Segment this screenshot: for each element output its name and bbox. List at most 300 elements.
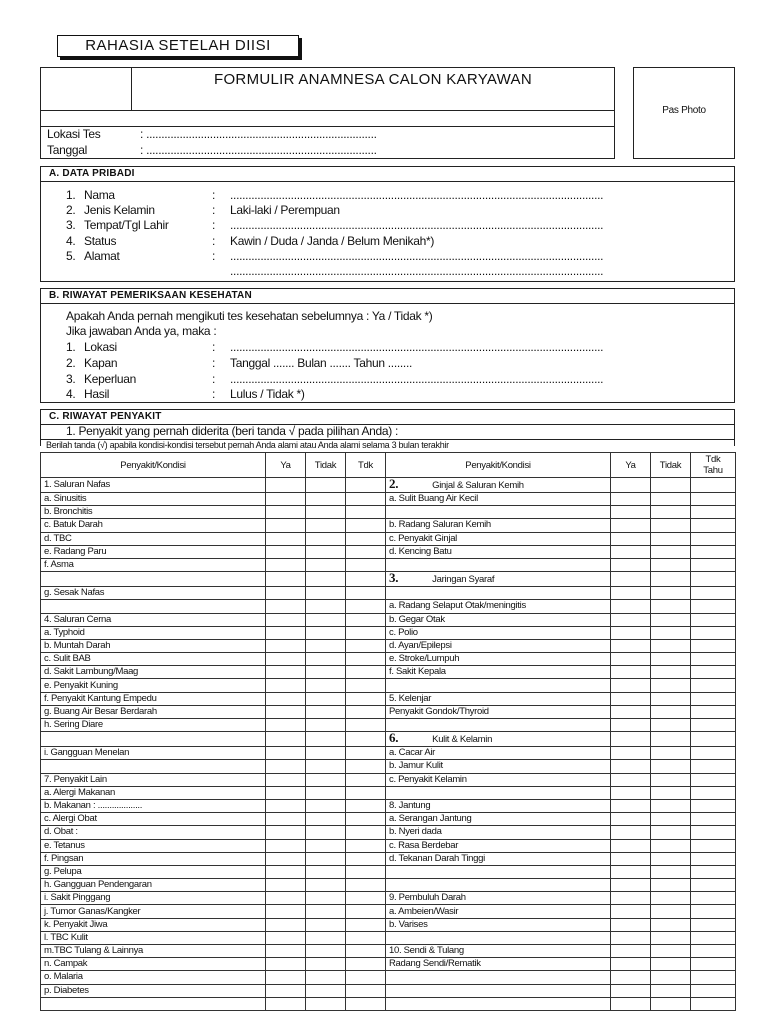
tdk-tahu-checkbox-cell[interactable] <box>691 613 736 626</box>
ya-checkbox-cell[interactable] <box>611 852 651 865</box>
ya-checkbox-cell[interactable] <box>266 865 306 878</box>
tdk-tahu-checkbox-cell[interactable] <box>691 493 736 506</box>
ya-checkbox-cell[interactable] <box>611 626 651 639</box>
tidak-checkbox-cell[interactable] <box>306 626 346 639</box>
ya-checkbox-cell[interactable] <box>266 506 306 519</box>
tidak-checkbox-cell[interactable] <box>306 572 346 587</box>
condition-cell: c. Penyakit Kelamin <box>386 773 611 786</box>
ya-checkbox-cell[interactable] <box>266 931 306 944</box>
tidak-checkbox-cell[interactable] <box>651 839 691 852</box>
tdk-tahu-checkbox-cell[interactable] <box>691 653 736 666</box>
tdk-tahu-checkbox-cell[interactable] <box>346 918 386 931</box>
tidak-checkbox-cell[interactable] <box>306 997 346 1010</box>
tidak-checkbox-cell[interactable] <box>306 918 346 931</box>
tdk-tahu-checkbox-cell[interactable] <box>346 813 386 826</box>
address-field-line2[interactable]: ........................................................................................................................... <box>230 264 604 278</box>
tidak-checkbox-cell[interactable] <box>306 747 346 760</box>
ya-checkbox-cell[interactable] <box>611 839 651 852</box>
tdk-tahu-checkbox-cell[interactable] <box>346 839 386 852</box>
ya-checkbox-cell[interactable] <box>266 892 306 905</box>
ya-checkbox-cell[interactable] <box>611 506 651 519</box>
tidak-checkbox-cell[interactable] <box>651 852 691 865</box>
tidak-checkbox-cell[interactable] <box>306 984 346 997</box>
tdk-tahu-checkbox-cell[interactable] <box>691 558 736 571</box>
address-label: Alamat <box>84 249 120 263</box>
exam-location-field[interactable]: ........................................................................................................................... <box>230 340 604 354</box>
ya-checkbox-cell[interactable] <box>611 971 651 984</box>
condition-cell: m.TBC Tulang & Lainnya <box>41 945 266 958</box>
tidak-checkbox-cell[interactable] <box>651 918 691 931</box>
tidak-checkbox-cell[interactable] <box>306 971 346 984</box>
tdk-tahu-checkbox-cell[interactable] <box>691 799 736 812</box>
section-a-title: A. DATA PRIBADI <box>41 167 734 182</box>
ya-checkbox-cell[interactable] <box>266 773 306 786</box>
tdk-tahu-checkbox-cell[interactable] <box>346 639 386 652</box>
tidak-checkbox-cell[interactable] <box>651 587 691 600</box>
condition-cell <box>386 984 611 997</box>
tdk-tahu-checkbox-cell[interactable] <box>346 945 386 958</box>
colon: : <box>212 387 216 401</box>
gender-field[interactable]: Laki-laki / Perempuan <box>230 203 340 217</box>
colon: : <box>212 249 216 263</box>
address-field[interactable]: ........................................................................................................................... <box>230 249 604 263</box>
ya-checkbox-cell[interactable] <box>611 532 651 545</box>
tidak-checkbox-cell[interactable] <box>651 545 691 558</box>
tidak-checkbox-cell[interactable] <box>306 786 346 799</box>
tdk-tahu-checkbox-cell[interactable] <box>346 958 386 971</box>
tidak-checkbox-cell[interactable] <box>306 958 346 971</box>
ya-checkbox-cell[interactable] <box>266 639 306 652</box>
ya-checkbox-cell[interactable] <box>266 997 306 1010</box>
ya-checkbox-cell[interactable] <box>611 905 651 918</box>
col-header-ya: Ya <box>611 453 651 478</box>
tdk-tahu-checkbox-cell[interactable] <box>691 639 736 652</box>
tidak-checkbox-cell[interactable] <box>651 984 691 997</box>
exam-purpose-field[interactable]: ........................................................................................................................... <box>230 372 604 386</box>
ya-checkbox-cell[interactable] <box>611 666 651 679</box>
condition-cell: h. Sering Diare <box>41 719 266 732</box>
tdk-tahu-checkbox-cell[interactable] <box>691 839 736 852</box>
condition-cell: i. Gangguan Menelan <box>41 747 266 760</box>
exam-purpose-label: Keperluan <box>84 372 137 386</box>
date-field[interactable]: : ............................................................................ <box>140 143 377 157</box>
ya-checkbox-cell[interactable] <box>611 600 651 613</box>
tidak-checkbox-cell[interactable] <box>651 905 691 918</box>
tidak-checkbox-cell[interactable] <box>651 826 691 839</box>
tdk-tahu-checkbox-cell[interactable] <box>691 984 736 997</box>
tidak-checkbox-cell[interactable] <box>651 719 691 732</box>
tidak-checkbox-cell[interactable] <box>651 558 691 571</box>
condition-cell: c. Batuk Darah <box>41 519 266 532</box>
tdk-tahu-checkbox-cell[interactable] <box>346 705 386 718</box>
tidak-checkbox-cell[interactable] <box>651 532 691 545</box>
tidak-checkbox-cell[interactable] <box>651 653 691 666</box>
ya-checkbox-cell[interactable] <box>611 747 651 760</box>
tdk-tahu-checkbox-cell[interactable] <box>691 786 736 799</box>
table-row <box>41 839 736 852</box>
tdk-tahu-checkbox-cell[interactable] <box>691 587 736 600</box>
condition-cell: a. Radang Selaput Otak/meningitis <box>386 600 611 613</box>
ya-checkbox-cell[interactable] <box>611 931 651 944</box>
ya-checkbox-cell[interactable] <box>266 587 306 600</box>
tdk-tahu-checkbox-cell[interactable] <box>346 892 386 905</box>
col-header-tdk: Tdk <box>358 459 373 471</box>
ya-checkbox-cell[interactable] <box>266 971 306 984</box>
ya-checkbox-cell[interactable] <box>266 786 306 799</box>
tdk-tahu-checkbox-cell[interactable] <box>691 600 736 613</box>
tidak-checkbox-cell[interactable] <box>651 666 691 679</box>
status-field[interactable]: Kawin / Duda / Janda / Belum Menikah*) <box>230 234 435 248</box>
ya-checkbox-cell[interactable] <box>266 839 306 852</box>
tidak-checkbox-cell[interactable] <box>651 879 691 892</box>
ya-checkbox-cell[interactable] <box>611 558 651 571</box>
tdk-tahu-checkbox-cell[interactable] <box>691 760 736 773</box>
colon: : <box>212 356 216 370</box>
ya-checkbox-cell[interactable] <box>266 572 306 587</box>
ya-checkbox-cell[interactable] <box>611 945 651 958</box>
tdk-tahu-checkbox-cell[interactable] <box>691 545 736 558</box>
tidak-checkbox-cell[interactable] <box>651 945 691 958</box>
ya-checkbox-cell[interactable] <box>611 705 651 718</box>
tdk-tahu-checkbox-cell[interactable] <box>691 931 736 944</box>
tdk-tahu-checkbox-cell[interactable] <box>346 971 386 984</box>
tidak-checkbox-cell[interactable] <box>306 719 346 732</box>
tdk-tahu-checkbox-cell[interactable] <box>346 653 386 666</box>
tdk-tahu-checkbox-cell[interactable] <box>691 705 736 718</box>
tdk-tahu-checkbox-cell[interactable] <box>691 905 736 918</box>
condition-cell: o. Malaria <box>41 971 266 984</box>
tdk-tahu-checkbox-cell[interactable] <box>346 692 386 705</box>
condition-cell: d. Obat : <box>41 826 266 839</box>
tdk-tahu-checkbox-cell[interactable] <box>346 572 386 587</box>
ya-checkbox-cell[interactable] <box>611 493 651 506</box>
ya-checkbox-cell[interactable] <box>266 852 306 865</box>
tdk-tahu-checkbox-cell[interactable] <box>346 587 386 600</box>
tidak-checkbox-cell[interactable] <box>306 653 346 666</box>
ya-checkbox-cell[interactable] <box>266 799 306 812</box>
tdk-tahu-checkbox-cell[interactable] <box>346 478 386 493</box>
ya-checkbox-cell[interactable] <box>266 826 306 839</box>
tidak-checkbox-cell[interactable] <box>306 519 346 532</box>
ya-checkbox-cell[interactable] <box>266 679 306 692</box>
condition-cell: b. Makanan : ................... <box>41 799 266 812</box>
table-row <box>41 558 736 571</box>
ya-checkbox-cell[interactable] <box>611 545 651 558</box>
item-num: 2. <box>66 356 76 370</box>
table-row <box>41 773 736 786</box>
tdk-tahu-checkbox-cell[interactable] <box>346 931 386 944</box>
condition-cell: d. Tekanan Darah Tinggi <box>386 852 611 865</box>
table-row <box>41 679 736 692</box>
tidak-checkbox-cell[interactable] <box>651 813 691 826</box>
tidak-checkbox-cell[interactable] <box>651 692 691 705</box>
table-row <box>41 958 736 971</box>
condition-cell: b. Varises <box>386 918 611 931</box>
tidak-checkbox-cell[interactable] <box>651 786 691 799</box>
ya-checkbox-cell[interactable] <box>266 918 306 931</box>
tdk-tahu-checkbox-cell[interactable] <box>346 879 386 892</box>
tidak-checkbox-cell[interactable] <box>651 679 691 692</box>
exam-when-field[interactable]: Tanggal ....... Bulan ....... Tahun ........ <box>230 356 413 370</box>
tdk-tahu-checkbox-cell[interactable] <box>691 865 736 878</box>
tdk-tahu-checkbox-cell[interactable] <box>691 813 736 826</box>
ya-checkbox-cell[interactable] <box>266 532 306 545</box>
tdk-tahu-checkbox-cell[interactable] <box>346 558 386 571</box>
tdk-tahu-checkbox-cell[interactable] <box>691 958 736 971</box>
ya-checkbox-cell[interactable] <box>266 493 306 506</box>
condition-cell <box>386 587 611 600</box>
tidak-checkbox-cell[interactable] <box>306 945 346 958</box>
ya-checkbox-cell[interactable] <box>611 773 651 786</box>
tdk-tahu-checkbox-cell[interactable] <box>691 971 736 984</box>
colon: : <box>212 372 216 386</box>
tidak-checkbox-cell[interactable] <box>651 892 691 905</box>
tdk-tahu-checkbox-cell[interactable] <box>346 732 386 747</box>
tidak-checkbox-cell[interactable] <box>306 892 346 905</box>
tidak-checkbox-cell[interactable] <box>306 773 346 786</box>
tidak-checkbox-cell[interactable] <box>306 705 346 718</box>
tdk-tahu-checkbox-cell[interactable] <box>691 519 736 532</box>
tdk-tahu-checkbox-cell[interactable] <box>691 692 736 705</box>
tdk-tahu-checkbox-cell[interactable] <box>346 519 386 532</box>
ya-checkbox-cell[interactable] <box>611 997 651 1010</box>
tdk-tahu-checkbox-cell[interactable] <box>691 478 736 493</box>
condition-cell: 7. Penyakit Lain <box>41 773 266 786</box>
name-field[interactable]: ........................................................................................................................... <box>230 188 604 202</box>
ya-checkbox-cell[interactable] <box>266 760 306 773</box>
tidak-checkbox-cell[interactable] <box>306 679 346 692</box>
ya-checkbox-cell[interactable] <box>611 826 651 839</box>
tidak-checkbox-cell[interactable] <box>651 478 691 493</box>
tdk-tahu-checkbox-cell[interactable] <box>691 879 736 892</box>
disease-subtitle: 1. Penyakit yang pernah diderita (beri tanda √ pada pilihan Anda) : <box>66 424 399 438</box>
tdk-tahu-checkbox-cell[interactable] <box>691 719 736 732</box>
tidak-checkbox-cell[interactable] <box>306 478 346 493</box>
tdk-tahu-checkbox-cell[interactable] <box>691 773 736 786</box>
ya-checkbox-cell[interactable] <box>611 519 651 532</box>
tidak-checkbox-cell[interactable] <box>306 493 346 506</box>
tidak-checkbox-cell[interactable] <box>306 799 346 812</box>
tidak-checkbox-cell[interactable] <box>306 879 346 892</box>
ya-checkbox-cell[interactable] <box>266 813 306 826</box>
tdk-tahu-checkbox-cell[interactable] <box>346 679 386 692</box>
tidak-checkbox-cell[interactable] <box>306 852 346 865</box>
ya-checkbox-cell[interactable] <box>266 732 306 747</box>
tdk-tahu-checkbox-cell[interactable] <box>691 997 736 1010</box>
ya-checkbox-cell[interactable] <box>611 692 651 705</box>
ya-checkbox-cell[interactable] <box>266 613 306 626</box>
table-row <box>41 519 736 532</box>
col-header-tdk-tahu <box>346 453 386 478</box>
tidak-checkbox-cell[interactable] <box>651 519 691 532</box>
tidak-checkbox-cell[interactable] <box>651 958 691 971</box>
tdk-tahu-checkbox-cell[interactable] <box>691 892 736 905</box>
tidak-checkbox-cell[interactable] <box>651 732 691 747</box>
ya-checkbox-cell[interactable] <box>266 545 306 558</box>
tdk-tahu-checkbox-cell[interactable] <box>691 732 736 747</box>
ya-checkbox-cell[interactable] <box>266 692 306 705</box>
tdk-tahu-checkbox-cell[interactable] <box>691 666 736 679</box>
condition-cell: 10. Sendi & Tulang <box>386 945 611 958</box>
tidak-checkbox-cell[interactable] <box>651 639 691 652</box>
condition-cell: c. Rasa Berdebar <box>386 839 611 852</box>
ya-checkbox-cell[interactable] <box>611 478 651 493</box>
tidak-checkbox-cell[interactable] <box>306 532 346 545</box>
tidak-checkbox-cell[interactable] <box>651 799 691 812</box>
birth-field[interactable]: ........................................................................................................................... <box>230 218 604 232</box>
colon: : <box>212 234 216 248</box>
tdk-tahu-checkbox-cell[interactable] <box>346 666 386 679</box>
tdk-tahu-checkbox-cell[interactable] <box>346 493 386 506</box>
ya-checkbox-cell[interactable] <box>266 653 306 666</box>
ya-checkbox-cell[interactable] <box>611 786 651 799</box>
tidak-checkbox-cell[interactable] <box>651 493 691 506</box>
tdk-tahu-checkbox-cell[interactable] <box>346 997 386 1010</box>
condition-cell: k. Penyakit Jiwa <box>41 918 266 931</box>
exam-followup: Jika jawaban Anda ya, maka : <box>66 324 217 338</box>
tdk-tahu-checkbox-cell[interactable] <box>346 545 386 558</box>
tidak-checkbox-cell[interactable] <box>651 613 691 626</box>
ya-checkbox-cell[interactable] <box>611 879 651 892</box>
ya-checkbox-cell[interactable] <box>266 747 306 760</box>
ya-checkbox-cell[interactable] <box>611 639 651 652</box>
tidak-checkbox-cell[interactable] <box>306 826 346 839</box>
disease-instruction: Berilah tanda (√) apabila kondisi-kondisi tersebut pernah Anda alami atau Anda alami selama 3 bulan terakhir <box>46 440 449 450</box>
ya-checkbox-cell[interactable] <box>266 945 306 958</box>
tdk-tahu-checkbox-cell[interactable] <box>346 626 386 639</box>
tidak-checkbox-cell[interactable] <box>306 760 346 773</box>
tdk-tahu-checkbox-cell[interactable] <box>691 626 736 639</box>
tidak-checkbox-cell[interactable] <box>651 931 691 944</box>
ya-checkbox-cell[interactable] <box>266 879 306 892</box>
tidak-checkbox-cell[interactable] <box>651 626 691 639</box>
tdk-tahu-checkbox-cell[interactable] <box>346 905 386 918</box>
ya-checkbox-cell[interactable] <box>266 600 306 613</box>
ya-checkbox-cell[interactable] <box>266 984 306 997</box>
tidak-checkbox-cell[interactable] <box>651 600 691 613</box>
tdk-tahu-checkbox-cell[interactable] <box>346 600 386 613</box>
tidak-checkbox-cell[interactable] <box>651 865 691 878</box>
ya-checkbox-cell[interactable] <box>266 719 306 732</box>
ya-checkbox-cell[interactable] <box>611 732 651 747</box>
ya-checkbox-cell[interactable] <box>611 653 651 666</box>
tidak-checkbox-cell[interactable] <box>306 692 346 705</box>
tdk-tahu-checkbox-cell[interactable] <box>346 799 386 812</box>
status-label: Status <box>84 234 117 248</box>
location-field[interactable]: : ............................................................................ <box>140 127 377 141</box>
exam-question: Apakah Anda pernah mengikuti tes kesehatan sebelumnya : Ya / Tidak *) <box>66 309 433 323</box>
tidak-checkbox-cell[interactable] <box>651 506 691 519</box>
tidak-checkbox-cell[interactable] <box>306 732 346 747</box>
tdk-tahu-checkbox-cell[interactable] <box>691 747 736 760</box>
condition-cell: b. Nyeri dada <box>386 826 611 839</box>
ya-checkbox-cell[interactable] <box>611 719 651 732</box>
tdk-tahu-checkbox-cell[interactable] <box>691 532 736 545</box>
tdk-tahu-checkbox-cell[interactable] <box>346 747 386 760</box>
tdk-tahu-checkbox-cell[interactable] <box>346 760 386 773</box>
ya-checkbox-cell[interactable] <box>611 918 651 931</box>
ya-checkbox-cell[interactable] <box>611 799 651 812</box>
tidak-checkbox-cell[interactable] <box>651 997 691 1010</box>
ya-checkbox-cell[interactable] <box>266 958 306 971</box>
tidak-checkbox-cell[interactable] <box>306 587 346 600</box>
tidak-checkbox-cell[interactable] <box>306 905 346 918</box>
tdk-tahu-checkbox-cell[interactable] <box>691 852 736 865</box>
tidak-checkbox-cell[interactable] <box>306 839 346 852</box>
tdk-tahu-checkbox-cell[interactable] <box>691 945 736 958</box>
tdk-tahu-checkbox-cell[interactable] <box>346 786 386 799</box>
ya-checkbox-cell[interactable] <box>611 679 651 692</box>
tdk-tahu-checkbox-cell[interactable] <box>691 572 736 587</box>
tdk-tahu-checkbox-cell[interactable] <box>691 918 736 931</box>
ya-checkbox-cell[interactable] <box>266 478 306 493</box>
photo-label: Pas Photo <box>662 105 706 116</box>
tdk-tahu-checkbox-cell[interactable] <box>346 773 386 786</box>
ya-checkbox-cell[interactable] <box>611 958 651 971</box>
tidak-checkbox-cell[interactable] <box>306 639 346 652</box>
tidak-checkbox-cell[interactable] <box>306 813 346 826</box>
tidak-checkbox-cell[interactable] <box>306 666 346 679</box>
ya-checkbox-cell[interactable] <box>611 613 651 626</box>
tidak-checkbox-cell[interactable] <box>306 600 346 613</box>
colon: : <box>212 188 216 202</box>
tdk-tahu-checkbox-cell[interactable] <box>691 679 736 692</box>
tidak-checkbox-cell[interactable] <box>306 613 346 626</box>
ya-checkbox-cell[interactable] <box>266 519 306 532</box>
tdk-tahu-checkbox-cell[interactable] <box>346 613 386 626</box>
ya-checkbox-cell[interactable] <box>266 705 306 718</box>
tdk-tahu-checkbox-cell[interactable] <box>346 826 386 839</box>
ya-checkbox-cell[interactable] <box>266 905 306 918</box>
tidak-checkbox-cell[interactable] <box>651 971 691 984</box>
table-row <box>41 971 736 984</box>
tidak-checkbox-cell[interactable] <box>306 545 346 558</box>
tdk-tahu-checkbox-cell[interactable] <box>346 852 386 865</box>
tidak-checkbox-cell[interactable] <box>651 705 691 718</box>
tidak-checkbox-cell[interactable] <box>651 773 691 786</box>
tdk-tahu-checkbox-cell[interactable] <box>346 719 386 732</box>
ya-checkbox-cell[interactable] <box>611 760 651 773</box>
table-row <box>41 493 736 506</box>
ya-checkbox-cell[interactable] <box>611 572 651 587</box>
tidak-checkbox-cell[interactable] <box>651 572 691 587</box>
group-title: Jaringan Syaraf <box>432 574 495 586</box>
ya-checkbox-cell[interactable] <box>611 587 651 600</box>
exam-result-field[interactable]: Lulus / Tidak *) <box>230 387 305 401</box>
ya-checkbox-cell[interactable] <box>266 666 306 679</box>
ya-checkbox-cell[interactable] <box>266 626 306 639</box>
tdk-tahu-checkbox-cell[interactable] <box>691 506 736 519</box>
tidak-checkbox-cell[interactable] <box>306 865 346 878</box>
tdk-tahu-checkbox-cell[interactable] <box>346 506 386 519</box>
tidak-checkbox-cell[interactable] <box>306 506 346 519</box>
tdk-tahu-checkbox-cell[interactable] <box>346 532 386 545</box>
ya-checkbox-cell[interactable] <box>611 984 651 997</box>
table-row <box>41 705 736 718</box>
tidak-checkbox-cell[interactable] <box>651 760 691 773</box>
tdk-tahu-checkbox-cell[interactable] <box>346 984 386 997</box>
condition-cell <box>386 997 611 1010</box>
ya-checkbox-cell[interactable] <box>611 813 651 826</box>
ya-checkbox-cell[interactable] <box>611 865 651 878</box>
tidak-checkbox-cell[interactable] <box>306 931 346 944</box>
tdk-tahu-checkbox-cell[interactable] <box>691 826 736 839</box>
tdk-tahu-checkbox-cell[interactable] <box>346 865 386 878</box>
tidak-checkbox-cell[interactable] <box>651 747 691 760</box>
ya-checkbox-cell[interactable] <box>611 892 651 905</box>
ya-checkbox-cell[interactable] <box>266 558 306 571</box>
tidak-checkbox-cell[interactable] <box>306 558 346 571</box>
